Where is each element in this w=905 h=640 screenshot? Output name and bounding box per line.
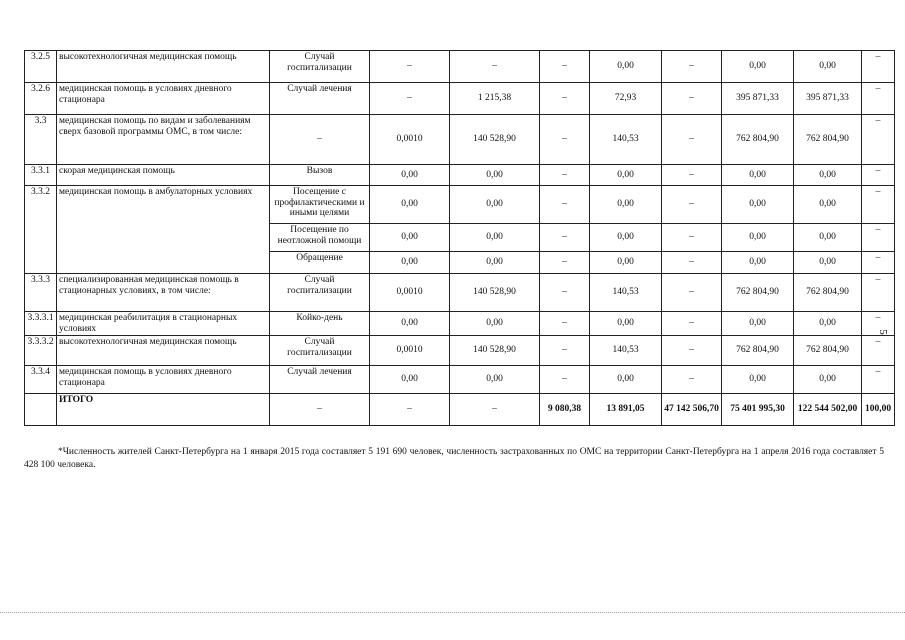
row-unit: – [270, 115, 370, 165]
cell: 0,00 [722, 312, 794, 336]
cell: – [540, 252, 590, 274]
cell: – [540, 186, 590, 224]
cell: 9 080,38 [540, 394, 590, 426]
cell: – [540, 336, 590, 366]
cell: 0,00 [794, 366, 862, 394]
table-row [25, 51, 895, 83]
cell: – [662, 51, 722, 83]
cell: – [862, 186, 895, 224]
cell: – [540, 115, 590, 165]
cell: 0,00 [450, 252, 540, 274]
row-name: высокотехнологичная медицинская помощь [57, 336, 270, 366]
row-name: медицинская помощь в условиях дневного стационара [57, 83, 270, 115]
cell: 0,00 [370, 224, 450, 252]
cell: 0,00 [722, 51, 794, 83]
table-row [25, 83, 895, 115]
cell: 0,00 [722, 165, 794, 186]
total-label: ИТОГО [57, 394, 270, 426]
row-code: 3.3.3.1 [25, 312, 57, 336]
cell: 100,00 [862, 394, 895, 426]
table-row [25, 336, 895, 366]
cell: – [862, 366, 895, 394]
cell: 0,00 [794, 186, 862, 224]
cell: 140,53 [590, 336, 662, 366]
cell: 0,00 [722, 186, 794, 224]
cell: 0,00 [450, 312, 540, 336]
cell: – [662, 366, 722, 394]
footnote: *Численность жителей Санкт-Петербурга на 1 января 2015 года составляет 5 191 690 человек, численность застрахованных по ОМС на территории Санкт-Петербурга на 1 апреля 2016 года составляет 5 428 100 человека. [24, 447, 884, 470]
cell: 762 804,90 [722, 115, 794, 165]
cell: – [540, 165, 590, 186]
scan-edge-line [0, 612, 905, 613]
cell: – [662, 165, 722, 186]
cell: 0,00 [590, 186, 662, 224]
cell: – [862, 252, 895, 274]
row-code: 3.3.3.2 [25, 336, 57, 366]
cell: 0,00 [450, 186, 540, 224]
row-unit: Посещение по неотложной помощи [270, 224, 370, 252]
cell: 0,00 [794, 252, 862, 274]
cell: 0,00 [590, 312, 662, 336]
row-unit: Случай госпитализации [270, 274, 370, 312]
cell: – [540, 366, 590, 394]
cell: 0,00 [370, 366, 450, 394]
row-code: 3.2.6 [25, 83, 57, 115]
cell: 762 804,90 [722, 274, 794, 312]
row-name: медицинская реабилитация в стационарных условиях [57, 312, 270, 336]
row-name: высокотехнологичная медицинская помощь [57, 51, 270, 83]
cell: 0,0010 [370, 115, 450, 165]
cell: 762 804,90 [794, 274, 862, 312]
cell: 140 528,90 [450, 336, 540, 366]
cell: – [662, 224, 722, 252]
cell: 0,00 [590, 165, 662, 186]
page-number: 5 [876, 329, 889, 335]
table-row [25, 115, 895, 165]
row-unit: Вызов [270, 165, 370, 186]
total-row [25, 394, 895, 426]
cell: 0,00 [370, 165, 450, 186]
cell: 0,00 [370, 252, 450, 274]
row-name: медицинская помощь в условиях дневного стационара [57, 366, 270, 394]
cell: – [862, 83, 895, 115]
cell: 0,00 [722, 224, 794, 252]
cell: – [540, 224, 590, 252]
cell: 140,53 [590, 274, 662, 312]
cell: 140 528,90 [450, 115, 540, 165]
cell: – [540, 83, 590, 115]
row-name: специализированная медицинская помощь в стационарных условиях, в том числе: [57, 274, 270, 312]
table-row [25, 274, 895, 312]
row-code: 3.3.4 [25, 366, 57, 394]
tariff-table [24, 50, 895, 426]
cell: 122 544 502,00 [794, 394, 862, 426]
table-row [25, 312, 895, 336]
cell: 0,00 [370, 186, 450, 224]
cell: – [540, 51, 590, 83]
cell: 75 401 995,30 [722, 394, 794, 426]
cell: 762 804,90 [794, 115, 862, 165]
cell: 762 804,90 [794, 336, 862, 366]
cell: – [862, 274, 895, 312]
cell: – [540, 312, 590, 336]
cell: – [370, 83, 450, 115]
cell: – [270, 394, 370, 426]
cell: 140 528,90 [450, 274, 540, 312]
cell: – [862, 165, 895, 186]
cell: 0,00 [370, 312, 450, 336]
cell: – [370, 51, 450, 83]
row-unit: Посещение с профилактическими и иными целями [270, 186, 370, 224]
cell: – [540, 274, 590, 312]
cell: 0,00 [590, 366, 662, 394]
cell: – [662, 115, 722, 165]
cell: – [862, 312, 895, 336]
cell: – [662, 83, 722, 115]
cell: – [662, 274, 722, 312]
row-unit: Случай госпитализации [270, 336, 370, 366]
cell: 0,0010 [370, 336, 450, 366]
cell: 0,00 [450, 165, 540, 186]
cell: 0,0010 [370, 274, 450, 312]
cell: 47 142 506,70 [662, 394, 722, 426]
cell: 0,00 [450, 224, 540, 252]
cell: 0,00 [590, 224, 662, 252]
table-row [25, 165, 895, 186]
row-unit: Случай лечения [270, 366, 370, 394]
cell: – [862, 115, 895, 165]
row-name: медицинская помощь в амбулаторных условиях [57, 186, 270, 274]
row-unit: Случай госпитализации [270, 51, 370, 83]
cell: 395 871,33 [722, 83, 794, 115]
cell: 0,00 [794, 224, 862, 252]
row-name: медицинская помощь по видам и заболеваниям сверх базовой программы ОМС, в том числе: [57, 115, 270, 165]
cell: 72,93 [590, 83, 662, 115]
cell: 0,00 [794, 312, 862, 336]
cell: 0,00 [722, 366, 794, 394]
cell: 0,00 [450, 366, 540, 394]
cell: – [370, 394, 450, 426]
cell: – [862, 336, 895, 366]
row-code: 3.3 [25, 115, 57, 165]
total-code [25, 394, 57, 426]
row-unit: Обращение [270, 252, 370, 274]
cell: – [662, 252, 722, 274]
cell: 13 891,05 [590, 394, 662, 426]
cell: 0,00 [590, 51, 662, 83]
cell: 0,00 [590, 252, 662, 274]
cell: – [450, 51, 540, 83]
row-name: скорая медицинская помощь [57, 165, 270, 186]
row-code: 3.3.3 [25, 274, 57, 312]
cell: 1 215,38 [450, 83, 540, 115]
table-row [25, 186, 895, 224]
row-code: 3.3.1 [25, 165, 57, 186]
cell: 0,00 [794, 51, 862, 83]
cell: 0,00 [794, 165, 862, 186]
row-unit: Случай лечения [270, 83, 370, 115]
row-code: 3.3.2 [25, 186, 57, 274]
row-unit: Койко-день [270, 312, 370, 336]
cell: – [662, 312, 722, 336]
cell: 140,53 [590, 115, 662, 165]
row-code: 3.2.5 [25, 51, 57, 83]
cell: – [450, 394, 540, 426]
cell: 0,00 [722, 252, 794, 274]
table-row [25, 366, 895, 394]
cell: – [662, 186, 722, 224]
cell: 762 804,90 [722, 336, 794, 366]
cell: 395 871,33 [794, 83, 862, 115]
cell: – [862, 224, 895, 252]
cell: – [662, 336, 722, 366]
cell: – [862, 51, 895, 83]
